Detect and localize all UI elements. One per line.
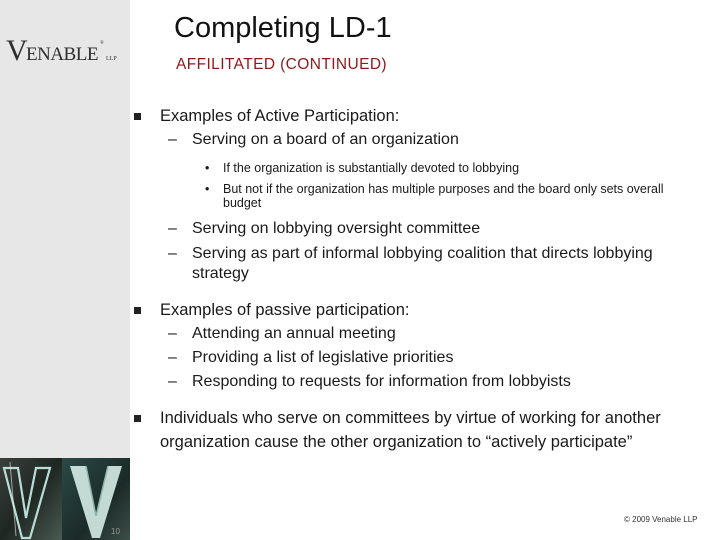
square-bullet-icon: [134, 113, 141, 120]
sub-bullet-text: Serving on a board of an organization: [192, 131, 459, 148]
logo-initial: V: [6, 34, 28, 67]
sub-bullet-responding-requests: [134, 372, 704, 392]
slide-content: [134, 104, 704, 454]
sub-bullet-annual-meeting: [134, 324, 704, 344]
square-bullet-icon: [134, 415, 141, 422]
bullet-committee-service: [134, 406, 704, 454]
page-number: 10: [111, 527, 120, 536]
sub-sub-bullet-multiple-purposes: [134, 182, 704, 211]
art-panel-left: [0, 458, 62, 540]
slide-subtitle: AFFILITATED (CONTINUED): [176, 56, 387, 73]
dash-icon: –: [168, 219, 177, 237]
sub-bullet-legislative-priorities: [134, 348, 704, 368]
dash-icon: –: [168, 372, 177, 390]
logo-registered-mark: ®: [100, 41, 104, 46]
bullet-text: Individuals who serve on committees by virtue of working for another organization cause the other organization to “actively participate”: [160, 408, 661, 451]
bullet-active-participation: [134, 104, 704, 128]
dot-bullet-icon: •: [205, 181, 210, 196]
bullet-passive-participation: [134, 298, 704, 322]
sub-bullet-oversight-committee: [134, 219, 704, 239]
sub-bullet-text: Attending an annual meeting: [192, 324, 396, 342]
dash-icon: –: [168, 131, 177, 148]
sub-sub-bullet-devoted: [134, 161, 704, 176]
dot-bullet-icon: •: [205, 161, 210, 175]
sub-bullet-text: Serving on lobbying oversight committee: [192, 219, 481, 237]
sub-bullet-board: [134, 130, 704, 150]
sub-bullet-text: Responding to requests for information from lobbyists: [192, 372, 571, 390]
dash-icon: –: [168, 348, 177, 366]
slide-title: Completing LD-1: [174, 12, 392, 44]
venable-logo: [6, 30, 124, 70]
sub-sub-bullet-text: But not if the organization has multiple purposes and the board only sets overall budget: [223, 181, 664, 210]
logo-text: ENABLE: [26, 44, 98, 65]
dash-icon: –: [168, 244, 177, 262]
logo-suffix: LLP: [106, 56, 117, 62]
copyright-text: © 2009 Venable LLP: [624, 515, 698, 524]
sub-bullet-text: Providing a list of legislative priorities: [192, 348, 454, 366]
sub-bullet-text: Serving as part of informal lobbying coalition that directs lobbying strategy: [192, 244, 653, 282]
square-bullet-icon: [134, 307, 141, 314]
bullet-text: Examples of Active Participation:: [160, 107, 400, 125]
dash-icon: –: [168, 324, 177, 342]
bullet-text: Examples of passive participation:: [160, 300, 410, 319]
sub-bullet-informal-coalition: [134, 244, 704, 284]
sub-sub-bullet-text: If the organization is substantially devoted to lobbying: [223, 161, 520, 175]
